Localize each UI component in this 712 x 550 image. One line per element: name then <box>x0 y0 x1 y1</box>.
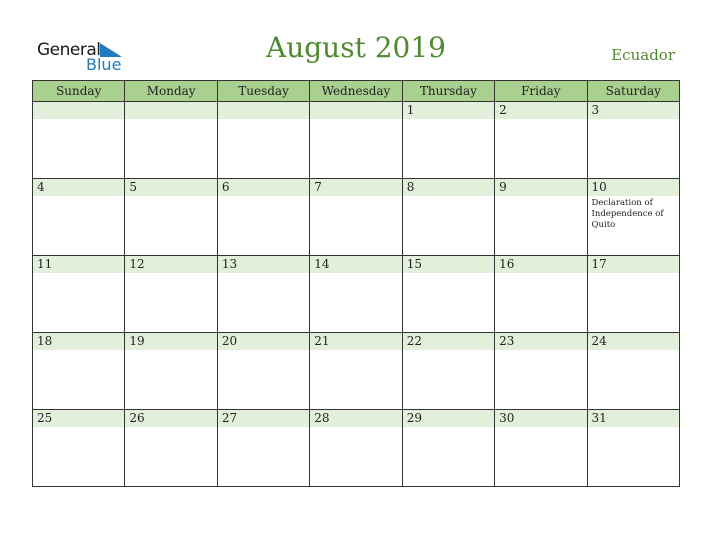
day-number <box>310 102 401 119</box>
day-cell <box>125 256 217 333</box>
day-number: 30 <box>495 410 586 427</box>
day-cell <box>402 256 494 333</box>
day-number: 18 <box>33 333 124 350</box>
day-number: 19 <box>125 333 216 350</box>
day-number <box>218 102 309 119</box>
day-cell <box>495 102 587 179</box>
day-number: 23 <box>495 333 586 350</box>
day-cell <box>587 179 679 256</box>
week-row <box>33 410 680 487</box>
day-number: 14 <box>310 256 401 273</box>
day-cell <box>587 256 679 333</box>
day-number: 29 <box>403 410 494 427</box>
day-cell <box>402 179 494 256</box>
day-cell <box>310 256 402 333</box>
day-number: 22 <box>403 333 494 350</box>
day-cell <box>33 256 125 333</box>
week-row <box>33 102 680 179</box>
day-cell <box>33 410 125 487</box>
day-number: 10 <box>588 179 679 196</box>
day-number: 8 <box>403 179 494 196</box>
day-cell <box>33 179 125 256</box>
day-number: 3 <box>588 102 679 119</box>
day-number: 1 <box>403 102 494 119</box>
day-number: 4 <box>33 179 124 196</box>
day-number: 7 <box>310 179 401 196</box>
weekday-friday: Friday <box>495 81 587 102</box>
calendar-grid <box>32 80 680 487</box>
day-number: 21 <box>310 333 401 350</box>
country-label: Ecuador <box>611 46 675 64</box>
day-cell <box>587 333 679 410</box>
holiday-label: Declaration of Independence of Quito <box>591 198 664 230</box>
day-cell <box>125 333 217 410</box>
day-number <box>125 102 216 119</box>
day-number: 6 <box>218 179 309 196</box>
day-cell <box>217 333 309 410</box>
day-number: 17 <box>588 256 679 273</box>
day-number: 5 <box>125 179 216 196</box>
day-cell <box>587 410 679 487</box>
day-cell <box>125 179 217 256</box>
weekday-sunday: Sunday <box>33 81 125 102</box>
week-row <box>33 256 680 333</box>
day-cell <box>33 333 125 410</box>
weekday-thursday: Thursday <box>402 81 494 102</box>
day-number: 2 <box>495 102 586 119</box>
month-title: August 2019 <box>266 31 446 64</box>
day-cell <box>495 410 587 487</box>
day-number <box>33 102 124 119</box>
day-number: 25 <box>33 410 124 427</box>
day-cell <box>495 256 587 333</box>
day-cell <box>402 410 494 487</box>
week-row <box>33 333 680 410</box>
day-cell <box>310 102 402 179</box>
day-cell <box>310 410 402 487</box>
weekday-saturday: Saturday <box>587 81 679 102</box>
day-number: 20 <box>218 333 309 350</box>
day-cell <box>402 333 494 410</box>
day-cell <box>125 410 217 487</box>
day-cell <box>495 179 587 256</box>
day-number: 28 <box>310 410 401 427</box>
day-number: 11 <box>33 256 124 273</box>
day-cell <box>217 256 309 333</box>
logo-general-text: General <box>37 40 101 60</box>
day-cell <box>217 410 309 487</box>
weekday-monday: Monday <box>125 81 217 102</box>
day-cell <box>125 102 217 179</box>
day-cell <box>217 179 309 256</box>
day-cell <box>310 179 402 256</box>
day-number: 16 <box>495 256 586 273</box>
day-number: 13 <box>218 256 309 273</box>
day-cell <box>217 102 309 179</box>
day-number: 31 <box>588 410 679 427</box>
weekday-tuesday: Tuesday <box>217 81 309 102</box>
weekday-wednesday: Wednesday <box>310 81 402 102</box>
day-number: 15 <box>403 256 494 273</box>
day-cell <box>402 102 494 179</box>
day-number: 24 <box>588 333 679 350</box>
day-number: 12 <box>125 256 216 273</box>
day-number: 27 <box>218 410 309 427</box>
day-cell <box>33 102 125 179</box>
day-number: 9 <box>495 179 586 196</box>
weekday-header-row <box>33 81 680 102</box>
week-row <box>33 179 680 256</box>
day-cell <box>310 333 402 410</box>
day-cell <box>587 102 679 179</box>
day-number: 26 <box>125 410 216 427</box>
day-cell <box>495 333 587 410</box>
logo-blue-text: Blue <box>86 55 122 74</box>
